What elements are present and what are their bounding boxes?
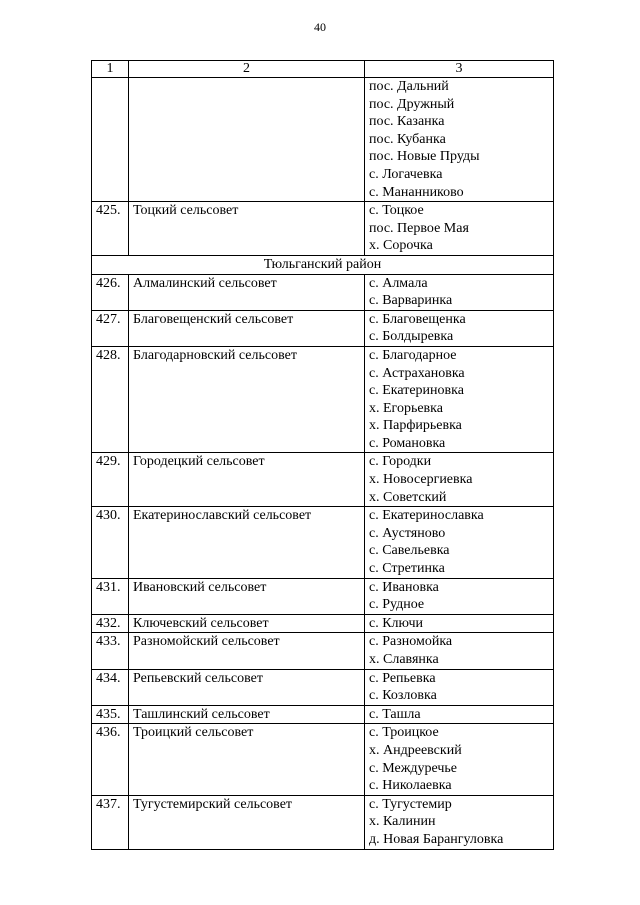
- council-name: Репьевский сельсовет: [129, 669, 365, 705]
- settlement-name: пос. Первое Мая: [369, 220, 469, 236]
- settlement-name: с. Алмала: [369, 275, 428, 291]
- header-col-1: 1: [92, 61, 129, 78]
- row-number: [92, 78, 129, 202]
- table-row: [92, 669, 554, 705]
- settlements-cell: [365, 274, 554, 310]
- row-number: 426.: [92, 274, 129, 310]
- settlement-name: с. Разномойка: [369, 634, 453, 650]
- row-number: 431.: [92, 578, 129, 614]
- council-name: Благовещенский сельсовет: [129, 310, 365, 346]
- page-number: 40: [314, 20, 326, 34]
- table-row: [92, 274, 554, 310]
- row-number: 429.: [92, 453, 129, 507]
- district-name: Тюльганский район: [92, 255, 554, 274]
- settlements-cell: [365, 346, 554, 453]
- table-row: [92, 705, 554, 724]
- council-name: Троицкий сельсовет: [129, 724, 365, 795]
- settlement-name: с. Рудное: [369, 597, 425, 613]
- settlement-name: с. Мананниково: [369, 184, 464, 200]
- row-number: 428.: [92, 346, 129, 453]
- settlement-name: с. Городки: [369, 454, 432, 470]
- settlement-name: х. Парфирьевка: [369, 418, 462, 434]
- table-row: [92, 795, 554, 849]
- settlement-name: с. Стретинка: [369, 561, 445, 577]
- settlement-name: с. Благовещенка: [369, 311, 466, 327]
- row-number: 433.: [92, 633, 129, 669]
- council-name: Городецкий сельсовет: [129, 453, 365, 507]
- settlement-name: с. Троицкое: [369, 725, 439, 741]
- table-row: [92, 78, 554, 202]
- settlements-cell: [365, 669, 554, 705]
- settlement-name: с. Репьевка: [369, 670, 436, 686]
- settlement-name: с. Николаевка: [369, 778, 452, 794]
- header-col-2: 2: [129, 61, 365, 78]
- settlement-name: х. Сорочка: [369, 238, 433, 254]
- settlement-name: пос. Кубанка: [369, 131, 446, 147]
- settlement-name: с. Ташла: [369, 706, 421, 722]
- settlement-name: с. Козловка: [369, 688, 437, 704]
- settlement-name: пос. Дружный: [369, 96, 455, 112]
- settlement-name: с. Междуречье: [369, 760, 457, 776]
- header-row: [92, 61, 554, 78]
- settlement-name: с. Екатеринославка: [369, 508, 484, 524]
- settlement-name: пос. Новые Пруды: [369, 149, 480, 165]
- row-number: 436.: [92, 724, 129, 795]
- settlement-name: пос. Казанка: [369, 114, 445, 130]
- council-name: Тоцкий сельсовет: [129, 202, 365, 256]
- settlement-name: с. Тоцкое: [369, 203, 424, 219]
- council-name: [129, 78, 365, 202]
- table-row: [92, 633, 554, 669]
- row-number: 437.: [92, 795, 129, 849]
- settlements-cell: [365, 795, 554, 849]
- settlement-name: с. Екатериновка: [369, 383, 464, 399]
- settlements-table: [91, 60, 554, 850]
- settlement-name: с. Варваринка: [369, 293, 453, 309]
- settlements-cell: [365, 310, 554, 346]
- row-number: 432.: [92, 614, 129, 633]
- council-name: Ташлинский сельсовет: [129, 705, 365, 724]
- council-name: Ключевский сельсовет: [129, 614, 365, 633]
- row-number: 427.: [92, 310, 129, 346]
- settlements-cell: [365, 705, 554, 724]
- settlement-name: с. Болдыревка: [369, 329, 454, 345]
- settlement-name: х. Андреевский: [369, 742, 462, 758]
- row-number: 434.: [92, 669, 129, 705]
- settlement-name: с. Логачевка: [369, 166, 443, 182]
- table-row: [92, 578, 554, 614]
- settlements-cell: [365, 453, 554, 507]
- settlement-name: с. Астрахановка: [369, 365, 465, 381]
- settlements-cell: [365, 78, 554, 202]
- settlement-name: х. Калинин: [369, 814, 436, 830]
- settlement-name: с. Ключи: [369, 615, 423, 631]
- settlements-cell: [365, 633, 554, 669]
- row-number: 425.: [92, 202, 129, 256]
- council-name: Разномойский сельсовет: [129, 633, 365, 669]
- table-row: [92, 202, 554, 256]
- settlement-name: д. Новая Барангуловка: [369, 831, 504, 847]
- table-row: [92, 724, 554, 795]
- settlement-name: х. Славянка: [369, 652, 439, 667]
- council-name: Тугустемирский сельсовет: [129, 795, 365, 849]
- settlements-cell: [365, 724, 554, 795]
- council-name: Ивановский сельсовет: [129, 578, 365, 614]
- settlements-cell: [365, 578, 554, 614]
- table-row: [92, 346, 554, 453]
- settlement-name: с. Благодарное: [369, 347, 457, 363]
- row-number: 435.: [92, 705, 129, 724]
- district-row: [92, 255, 554, 274]
- settlements-cell: [365, 614, 554, 633]
- settlement-name: с. Савельевка: [369, 543, 450, 559]
- row-number: 430.: [92, 507, 129, 578]
- settlement-name: х. Егорьевка: [369, 400, 443, 416]
- header-col-3: 3: [365, 61, 554, 78]
- settlement-name: с. Аустяново: [369, 525, 446, 541]
- settlements-cell: [365, 507, 554, 578]
- council-name: Алмалинский сельсовет: [129, 274, 365, 310]
- table-row: [92, 453, 554, 507]
- table-body: [92, 61, 554, 850]
- settlement-name: пос. Дальний: [369, 79, 449, 94]
- council-name: Благодарновский сельсовет: [129, 346, 365, 453]
- settlement-name: х. Новосергиевка: [369, 472, 473, 488]
- council-name: Екатеринославский сельсовет: [129, 507, 365, 578]
- table-row: [92, 310, 554, 346]
- settlement-name: с. Ивановка: [369, 579, 439, 595]
- table-row: [92, 507, 554, 578]
- settlement-name: х. Советский: [369, 489, 447, 505]
- settlement-name: с. Романовка: [369, 435, 446, 451]
- table-row: [92, 614, 554, 633]
- settlements-cell: [365, 202, 554, 256]
- settlement-name: с. Тугустемир: [369, 796, 452, 812]
